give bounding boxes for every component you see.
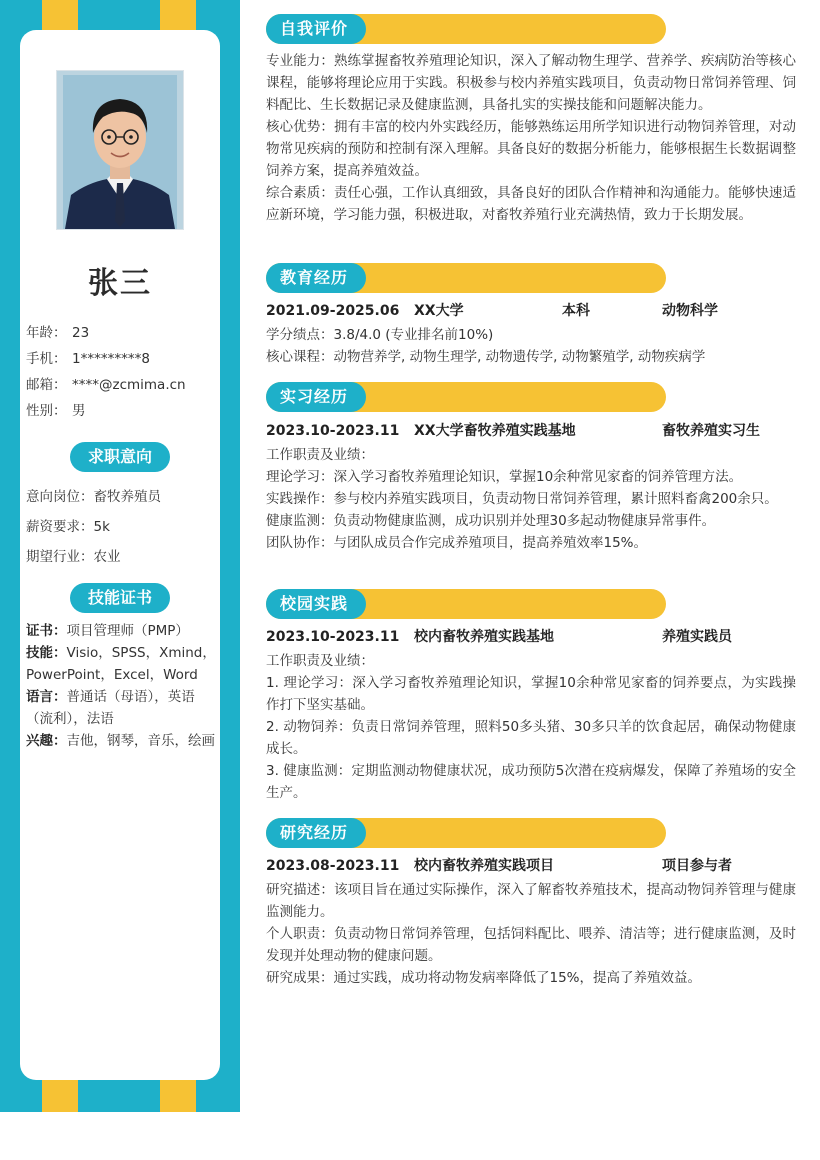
phone-value: 1*********8 — [72, 351, 150, 367]
decor-stripe — [42, 0, 78, 32]
intent-title: 求职意向 — [70, 442, 170, 472]
skills-lang-row — [26, 686, 216, 730]
phone-row — [26, 347, 150, 367]
campus-entry-header — [266, 626, 796, 648]
self-eval-p1: 专业能力：熟练掌握畜牧养殖理论知识，深入了解动物生理学、营养学、疾病防治等核心课程，能够将理论应用于实践。积极参与校内养殖实践项目，负责动物日常饲养管理、饲料配比、生长数据记录及健康监测，具备扎实的实操技能和问题解决能力。 — [266, 53, 796, 113]
self-eval-body — [266, 50, 796, 226]
internship-line: 团队协作：与团队成员合作完成养殖项目，提高养殖效率15%。 — [266, 535, 648, 551]
skills-cert-label: 证书： — [26, 623, 67, 639]
campus-date: 2023.10-2023.11 — [266, 629, 400, 645]
skills-hobby-value: 吉他，钢琴，音乐，绘画 — [66, 733, 215, 749]
internship-line: 理论学习：深入学习畜牧养殖理论知识，掌握10余种常见家畜的饲养管理方法。 — [266, 469, 743, 485]
intent-position-row — [26, 485, 161, 505]
internship-line: 实践操作：参与校内养殖实践项目，负责动物日常饲养管理，累计照料畜禽200余只。 — [266, 491, 778, 507]
skills-tech-label: 技能： — [26, 645, 67, 661]
section-internship-header — [266, 382, 666, 412]
internship-body — [266, 444, 796, 554]
campus-body — [266, 650, 796, 804]
intent-industry-row — [26, 545, 121, 565]
research-org: 校内畜牧养殖实践项目 — [414, 858, 554, 874]
education-date: 2021.09-2025.06 — [266, 303, 400, 319]
internship-entry-header — [266, 420, 796, 442]
section-self-eval-header — [266, 14, 666, 44]
avatar-photo — [56, 70, 184, 230]
intent-position-label: 意向岗位： — [26, 489, 94, 505]
internship-date: 2023.10-2023.11 — [266, 423, 400, 439]
intent-salary-label: 薪资要求： — [26, 519, 94, 535]
self-eval-p3: 综合素质：责任心强，工作认真细致，具备良好的团队合作精神和沟通能力。能够快速适应新环境，学习能力强，积极进取，对畜牧养殖行业充满热情，致力于长期发展。 — [266, 185, 796, 223]
campus-line: 3. 健康监测：定期监测动物健康状况，成功预防5次潜在疫病爆发，保障了养殖场的安全生产。 — [266, 763, 796, 801]
skills-list — [26, 620, 216, 752]
research-line: 研究描述：该项目旨在通过实际操作，深入了解畜牧养殖技术，提高动物饲养管理与健康监测能力。 — [266, 882, 796, 920]
education-gpa: 学分绩点：3.8/4.0 (专业排名前10%) — [266, 327, 494, 343]
research-body — [266, 879, 796, 989]
skills-lang-value: 普通话（母语），英语（流利），法语 — [26, 689, 195, 727]
age-value: 23 — [72, 325, 90, 341]
skills-hobby-row — [26, 730, 216, 752]
gender-row — [26, 399, 86, 419]
skills-title: 技能证书 — [70, 583, 170, 613]
candidate-name: 张三 — [88, 266, 152, 301]
self-eval-p2: 核心优势：拥有丰富的校内外实践经历，能够熟练运用所学知识进行动物饲养管理，对动物常见疾病的预防和控制有深入理解。具备良好的数据分析能力，能够根据生长数据调整饲养方案，提高养殖效益。 — [266, 119, 796, 179]
internship-line: 健康监测：负责动物健康监测，成功识别并处理30多起动物健康异常事件。 — [266, 513, 716, 529]
education-school: XX大学 — [414, 303, 464, 319]
skills-lang-label: 语言： — [26, 689, 67, 705]
internship-line: 工作职责及业绩： — [266, 447, 374, 463]
section-self-eval-title: 自我评价 — [266, 14, 366, 44]
campus-line: 1. 理论学习：深入学习畜牧养殖理论知识，掌握10余种常见家畜的饲养要点，为实践操作打下坚实基础。 — [266, 675, 796, 713]
portrait-icon — [57, 71, 183, 229]
research-line: 研究成果：通过实践，成功将动物发病率降低了15%，提高了养殖效益。 — [266, 970, 702, 986]
education-body — [266, 324, 796, 368]
campus-line: 工作职责及业绩： — [266, 653, 374, 669]
skills-hobby-label: 兴趣： — [26, 733, 67, 749]
section-education-title: 教育经历 — [266, 263, 366, 293]
intent-industry-label: 期望行业： — [26, 549, 94, 565]
email-value: ****@zcmima.cn — [72, 377, 186, 393]
decor-stripe — [160, 0, 196, 32]
age-label: 年龄： — [26, 325, 67, 341]
internship-role: 畜牧养殖实习生 — [662, 423, 760, 439]
education-major: 动物科学 — [662, 303, 718, 319]
gender-value: 男 — [72, 403, 86, 419]
section-internship-title: 实习经历 — [266, 382, 366, 412]
research-line: 个人职责：负责动物日常饲养管理，包括饲料配比、喂养、清洁等；进行健康监测，及时发现并处理动物的健康问题。 — [266, 926, 796, 964]
internship-org: XX大学畜牧养殖实践基地 — [414, 423, 576, 439]
education-entry-header — [266, 300, 796, 322]
skills-cert-value: 项目管理师（PMP） — [66, 623, 189, 639]
education-courses: 核心课程：动物营养学, 动物生理学, 动物遗传学, 动物繁殖学, 动物疾病学 — [266, 349, 706, 365]
campus-role: 养殖实践员 — [662, 629, 732, 645]
phone-label: 手机： — [26, 351, 67, 367]
campus-org: 校内畜牧养殖实践基地 — [414, 629, 554, 645]
intent-salary-row — [26, 515, 110, 535]
section-campus-header — [266, 589, 666, 619]
research-entry-header — [266, 855, 796, 877]
intent-industry-value: 农业 — [93, 549, 121, 565]
skills-tech-value: Visio，SPSS，Xmind，PowerPoint，Excel，Word — [26, 645, 216, 683]
intent-position-value: 畜牧养殖员 — [93, 489, 161, 505]
research-role: 项目参与者 — [662, 858, 732, 874]
skills-cert-row — [26, 620, 216, 642]
section-campus-title: 校园实践 — [266, 589, 366, 619]
email-label: 邮箱： — [26, 377, 67, 393]
intent-salary-value: 5k — [93, 519, 110, 535]
campus-line: 2. 动物饲养：负责日常饲养管理，照料50多头猪、30多只羊的饮食起居，确保动物健康成长。 — [266, 719, 796, 757]
age-row — [26, 321, 89, 341]
section-research-title: 研究经历 — [266, 818, 366, 848]
section-research-header — [266, 818, 666, 848]
education-degree: 本科 — [562, 303, 590, 319]
decor-stripe — [160, 1078, 196, 1112]
gender-label: 性别： — [26, 403, 67, 419]
email-row — [26, 373, 186, 393]
decor-stripe — [42, 1078, 78, 1112]
research-date: 2023.08-2023.11 — [266, 858, 400, 874]
section-education-header — [266, 263, 666, 293]
skills-tech-row — [26, 642, 216, 686]
